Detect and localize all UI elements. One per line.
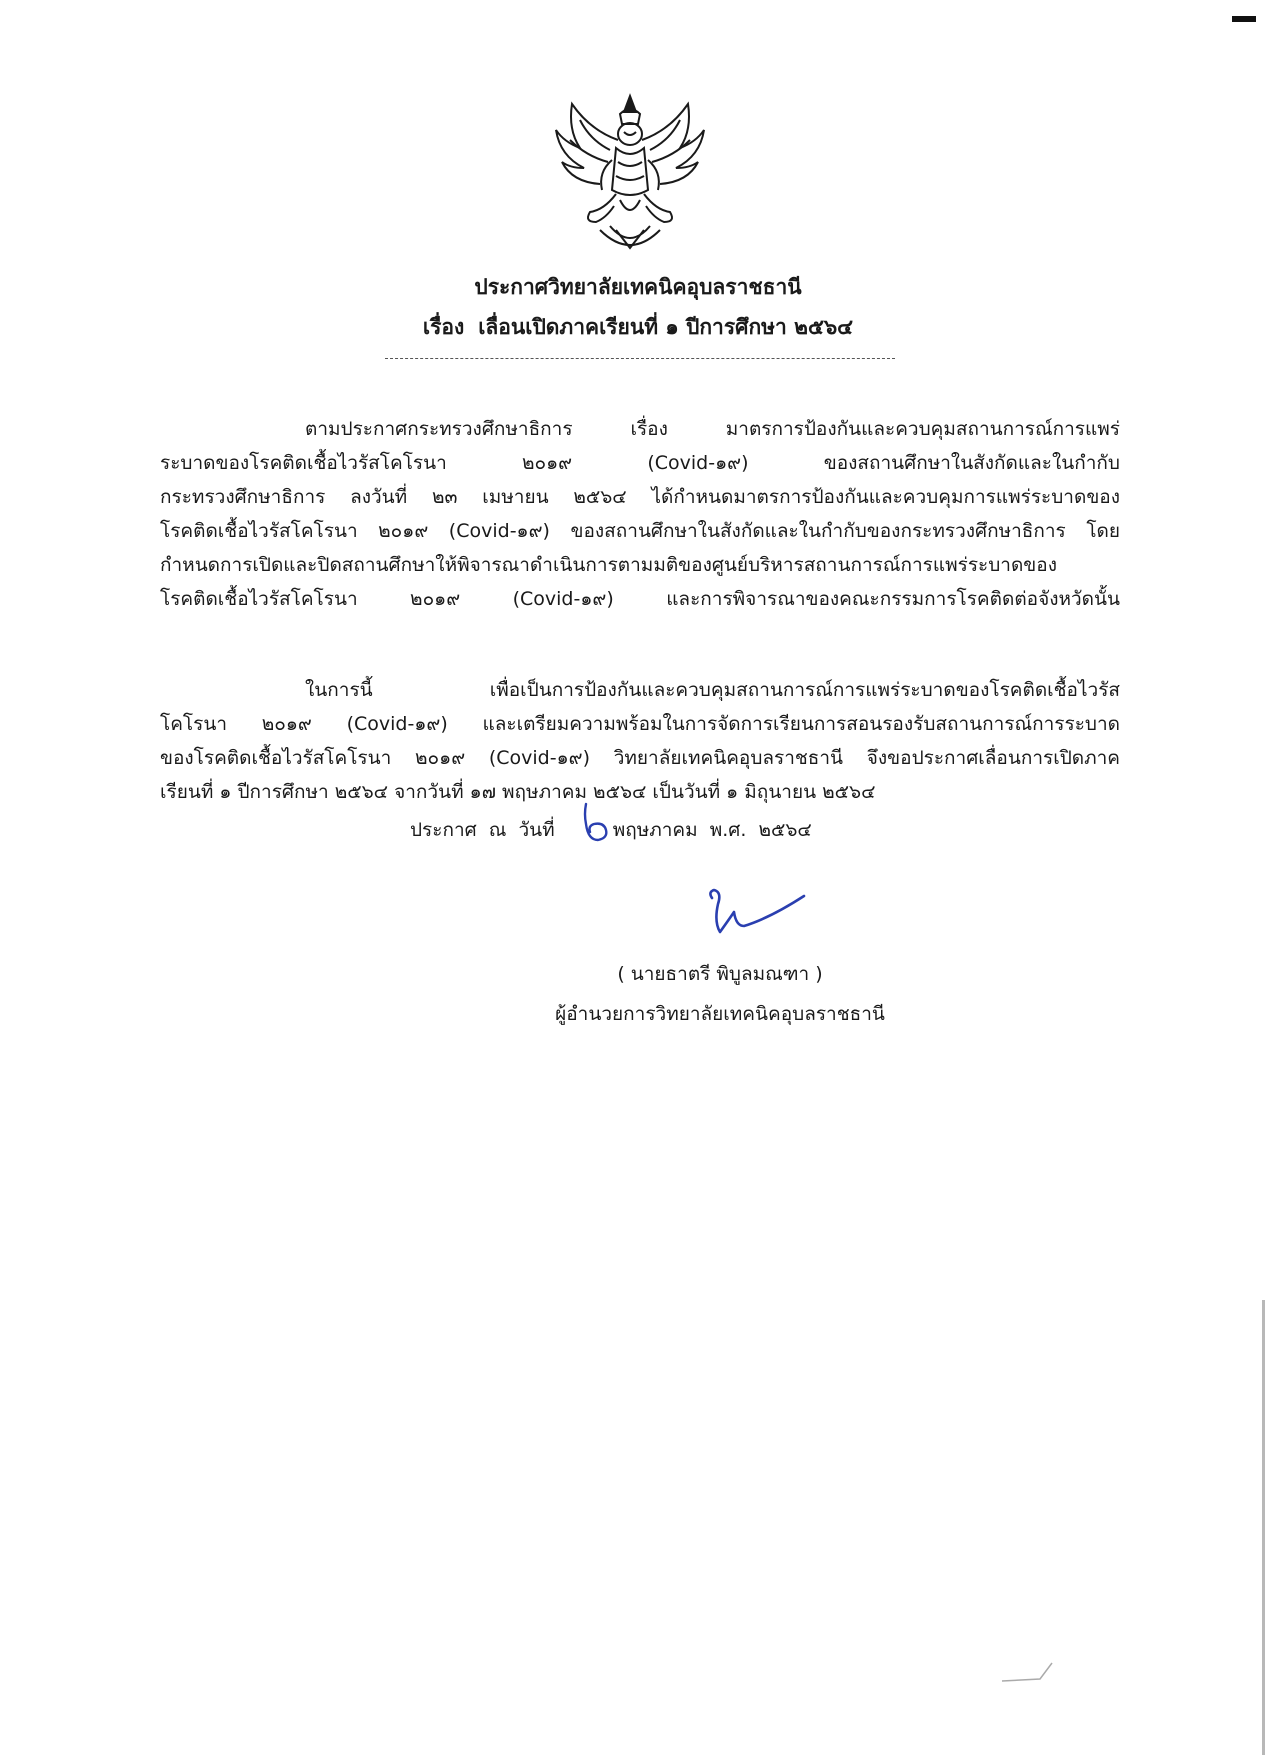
garuda-emblem-icon: [550, 90, 710, 255]
subject-prefix: เรื่อง: [422, 315, 465, 339]
paragraph-line: ในการนี้ เพื่อเป็นการป้องกันและควบคุมสถานการณ์การแพร่ระบาดของโรคติดเชื้อไวรัส: [305, 679, 1120, 701]
date-day-label: วันที่: [518, 819, 555, 841]
body-paragraph-1: [160, 412, 1120, 616]
signature: [700, 882, 820, 942]
date-year: ๒๕๖๔: [758, 819, 812, 841]
date-era: พ.ศ.: [709, 819, 747, 841]
body-paragraph-2: [160, 673, 1120, 809]
announcement-subject: [0, 312, 1276, 342]
paragraph-line: กำหนดการเปิดและปิดสถานศึกษาให้พิจารณาดำเนินการตามมติของศูนย์บริหารสถานการณ์การแพร่ระบาดของ: [160, 554, 1057, 576]
handwritten-day: [578, 800, 612, 846]
announcement-date: [410, 813, 818, 847]
title-divider: [385, 358, 895, 359]
date-prefix: ประกาศ: [410, 819, 477, 841]
scan-corner-mark: [1000, 1655, 1060, 1685]
paragraph-line: โรคติดเชื้อไวรัสโคโรนา ๒๐๑๙ (Covid-๑๙) และการพิจารณาของคณะกรรมการโรคติดต่อจังหวัดนั้น: [160, 588, 1120, 610]
date-month: พฤษภาคม: [612, 819, 698, 841]
paragraph-line: ตามประกาศกระทรวงศึกษาธิการ เรื่อง มาตรการป้องกันและควบคุมสถานการณ์การแพร่: [305, 418, 1120, 440]
announcement-title: ประกาศวิทยาลัยเทคนิคอุบลราชธานี: [474, 275, 802, 299]
paragraph-line: ระบาดของโรคติดเชื้อไวรัสโคโรนา ๒๐๑๙ (Covid-๑๙) ของสถานศึกษาในสังกัดและในกำกับ: [160, 452, 1120, 474]
paragraph-line: เรียนที่ ๑ ปีการศึกษา ๒๕๖๔ จากวันที่ ๑๗ พฤษภาคม ๒๕๖๔ เป็นวันที่ ๑ มิถุนายน ๒๕๖๔: [160, 781, 876, 803]
scan-edge: [1262, 1300, 1265, 1755]
subject-text: เลื่อนเปิดภาคเรียนที่ ๑ ปีการศึกษา ๒๕๖๔: [478, 315, 854, 339]
scan-mark: [1232, 16, 1256, 22]
signer-name: ( นายธาตรี พิบูลมณฑา ): [617, 963, 823, 985]
paragraph-line: กระทรวงศึกษาธิการ ลงวันที่ ๒๓ เมษายน ๒๕๖๔ ได้กำหนดมาตรการป้องกันและควบคุมการแพร่ระบาดของ: [160, 486, 1120, 508]
paragraph-line: ของโรคติดเชื้อไวรัสโคโรนา ๒๐๑๙ (Covid-๑๙) วิทยาลัยเทคนิคอุบลราชธานี จึงขอประกาศเลื่อนการเปิดภาค: [160, 747, 1120, 769]
paragraph-line: โคโรนา ๒๐๑๙ (Covid-๑๙) และเตรียมความพร้อมในการจัดการเรียนการสอนรองรับสถานการณ์การระบาด: [160, 713, 1120, 735]
date-at: ณ: [488, 819, 507, 841]
paragraph-line: โรคติดเชื้อไวรัสโคโรนา ๒๐๑๙ (Covid-๑๙) ของสถานศึกษาในสังกัดและในกำกับของกระทรวงศึกษาธิการ โดย: [160, 520, 1120, 542]
signer-title: ผู้อำนวยการวิทยาลัยเทคนิคอุบลราชธานี: [555, 1003, 885, 1025]
